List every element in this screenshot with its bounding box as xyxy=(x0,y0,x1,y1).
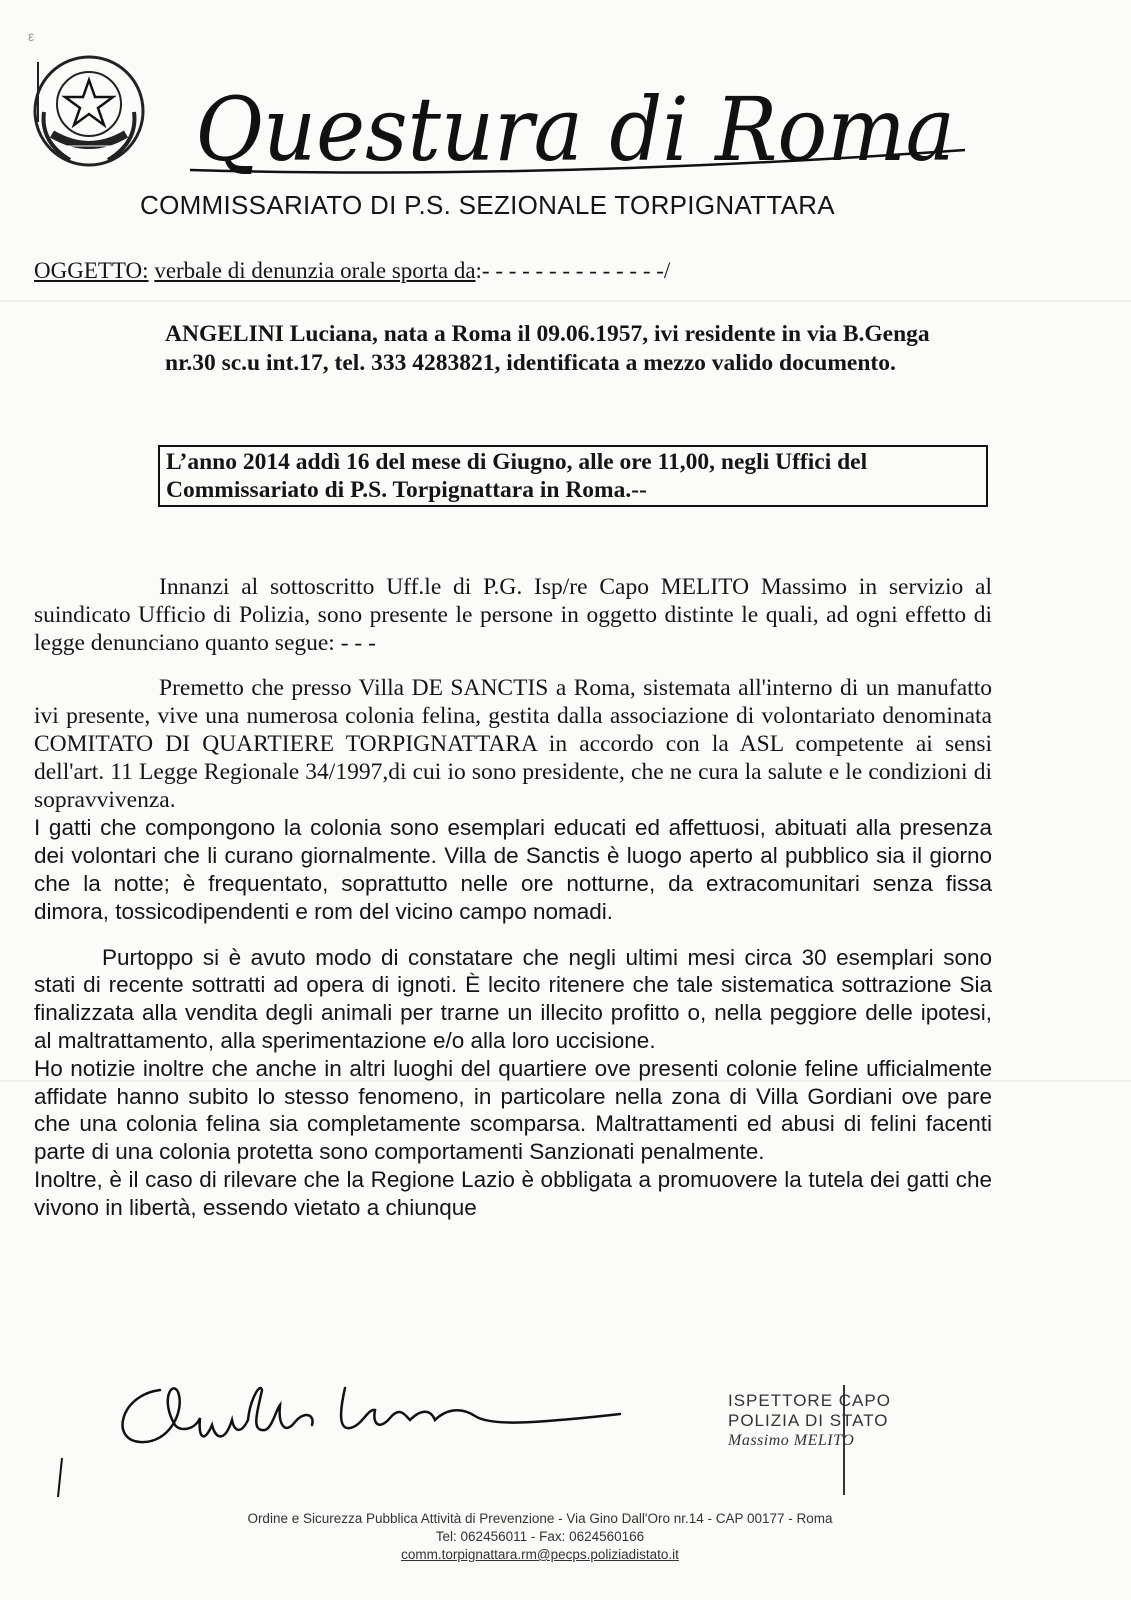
margin-tick xyxy=(50,1455,70,1500)
report-body xyxy=(34,574,992,1222)
stamp-rank: ISPETTORE CAPO xyxy=(728,1391,891,1410)
subject-tail: :- - - - - - - - - - - - - -/ xyxy=(475,258,671,283)
officer-stamp xyxy=(728,1391,978,1451)
footer xyxy=(130,1510,950,1564)
republic-emblem-icon xyxy=(30,52,148,170)
subject-line xyxy=(34,258,670,284)
subject-label: OGGETTO: xyxy=(34,258,149,283)
body-paragraph: I gatti che compongono la colonia sono esemplari educati ed affettuosi, abituati alla presenza dei volontari che li curano giornalmente. Villa de Sanctis è luogo aperto al pubblico sia il giorno che la notte; è frequentato, soprattutto nelle ore notturne, da extracomunitari senza fissa dimora, tossicodipendenti e rom del vicino campo nomadi. xyxy=(34,815,992,924)
body-paragraph: Inoltre, è il caso di rilevare che la Regione Lazio è obbligata a promuovere la tutela dei gatti che vivono in libertà, essendo vietato a chiunque xyxy=(34,1166,992,1220)
commissariato-heading: COMMISSARIATO DI P.S. SEZIONALE TORPIGNATTARA xyxy=(140,190,835,220)
footer-email: comm.torpignattara.rm@pecps.poliziadistato.it xyxy=(401,1547,679,1562)
office-title-text: Questura di Roma xyxy=(195,78,955,181)
date-place-box: L’anno 2014 addì 16 del mese di Giugno, alle ore 11,00, negli Uffici del Commissariato di P.S. Torpignattara in Roma.-- xyxy=(158,445,988,507)
footer-phone: Tel: 062456011 - Fax: 0624560166 xyxy=(435,1529,645,1544)
body-paragraph: Ho notizie inoltre che anche in altri luoghi del quartiere ove presenti colonie feline ufficialmente affidate hanno subito lo stesso fenomeno, in particolare nella zona di Villa Gordiani ove pare che una colonia felina sia completamente scomparsa. Maltrattamenti ed abusi di felini facenti parte di una colonia protetta sono comportamenti Sanzionati penalmente. xyxy=(34,1055,992,1165)
body-paragraph: Premetto che presso Villa DE SANCTIS a Roma, sistemata all'interno di un manufatto ivi presente, vive una numerosa colonia felina, gestita dalla associazione di volontariato denominata COMITATO DI QUARTIERE TORPIGNATTARA in accordo con la ASL competente ai sensi dell'art. 11 Legge Regionale 34/1997,di cui io sono presidente, che ne cura la salute e le condizioni di sopravvivenza. xyxy=(34,675,992,813)
footer-address: Ordine e Sicurezza Pubblica Attività di Prevenzione - Via Gino Dall'Oro nr.14 - CAP 00177 - Roma xyxy=(247,1511,833,1526)
subject-text: verbale di denunzia orale sporta da xyxy=(154,258,476,283)
stamp-officer-name: Massimo MELITO xyxy=(728,1432,855,1449)
body-paragraph: Purtoppo si è avuto modo di constatare che negli ultimi mesi circa 30 esemplari sono stati di recente sottratti ad opera di ignoti. È lecito ritenere che tale sistematica sottrazione Sia finalizzata alla vendita degli animali per trarne un illecito profitto o, nella peggiore delle ipotesi, al maltrattamento, alla sperimentazione e/o alla loro uccisione. xyxy=(34,944,992,1053)
scan-mark: ε xyxy=(28,28,35,44)
stamp-agency: POLIZIA DI STATO xyxy=(728,1411,889,1430)
body-paragraph: Innanzi al sottoscritto Uff.le di P.G. Isp/re Capo MELITO Massimo in servizio al suindicato Ufficio di Polizia, sono presente le persone in oggetto distinte le quali, ad ogni effetto di legge denunciano quanto segue: - - - xyxy=(34,574,992,656)
office-title xyxy=(185,72,975,192)
fold-line xyxy=(0,300,1131,302)
handwritten-signature xyxy=(100,1370,640,1460)
complainant-details: ANGELINI Luciana, nata a Roma il 09.06.1957, ivi residente in via B.Genga nr.30 sc.u int.17, tel. 333 4283821, identificata a mezzo valido documento. xyxy=(165,321,930,376)
